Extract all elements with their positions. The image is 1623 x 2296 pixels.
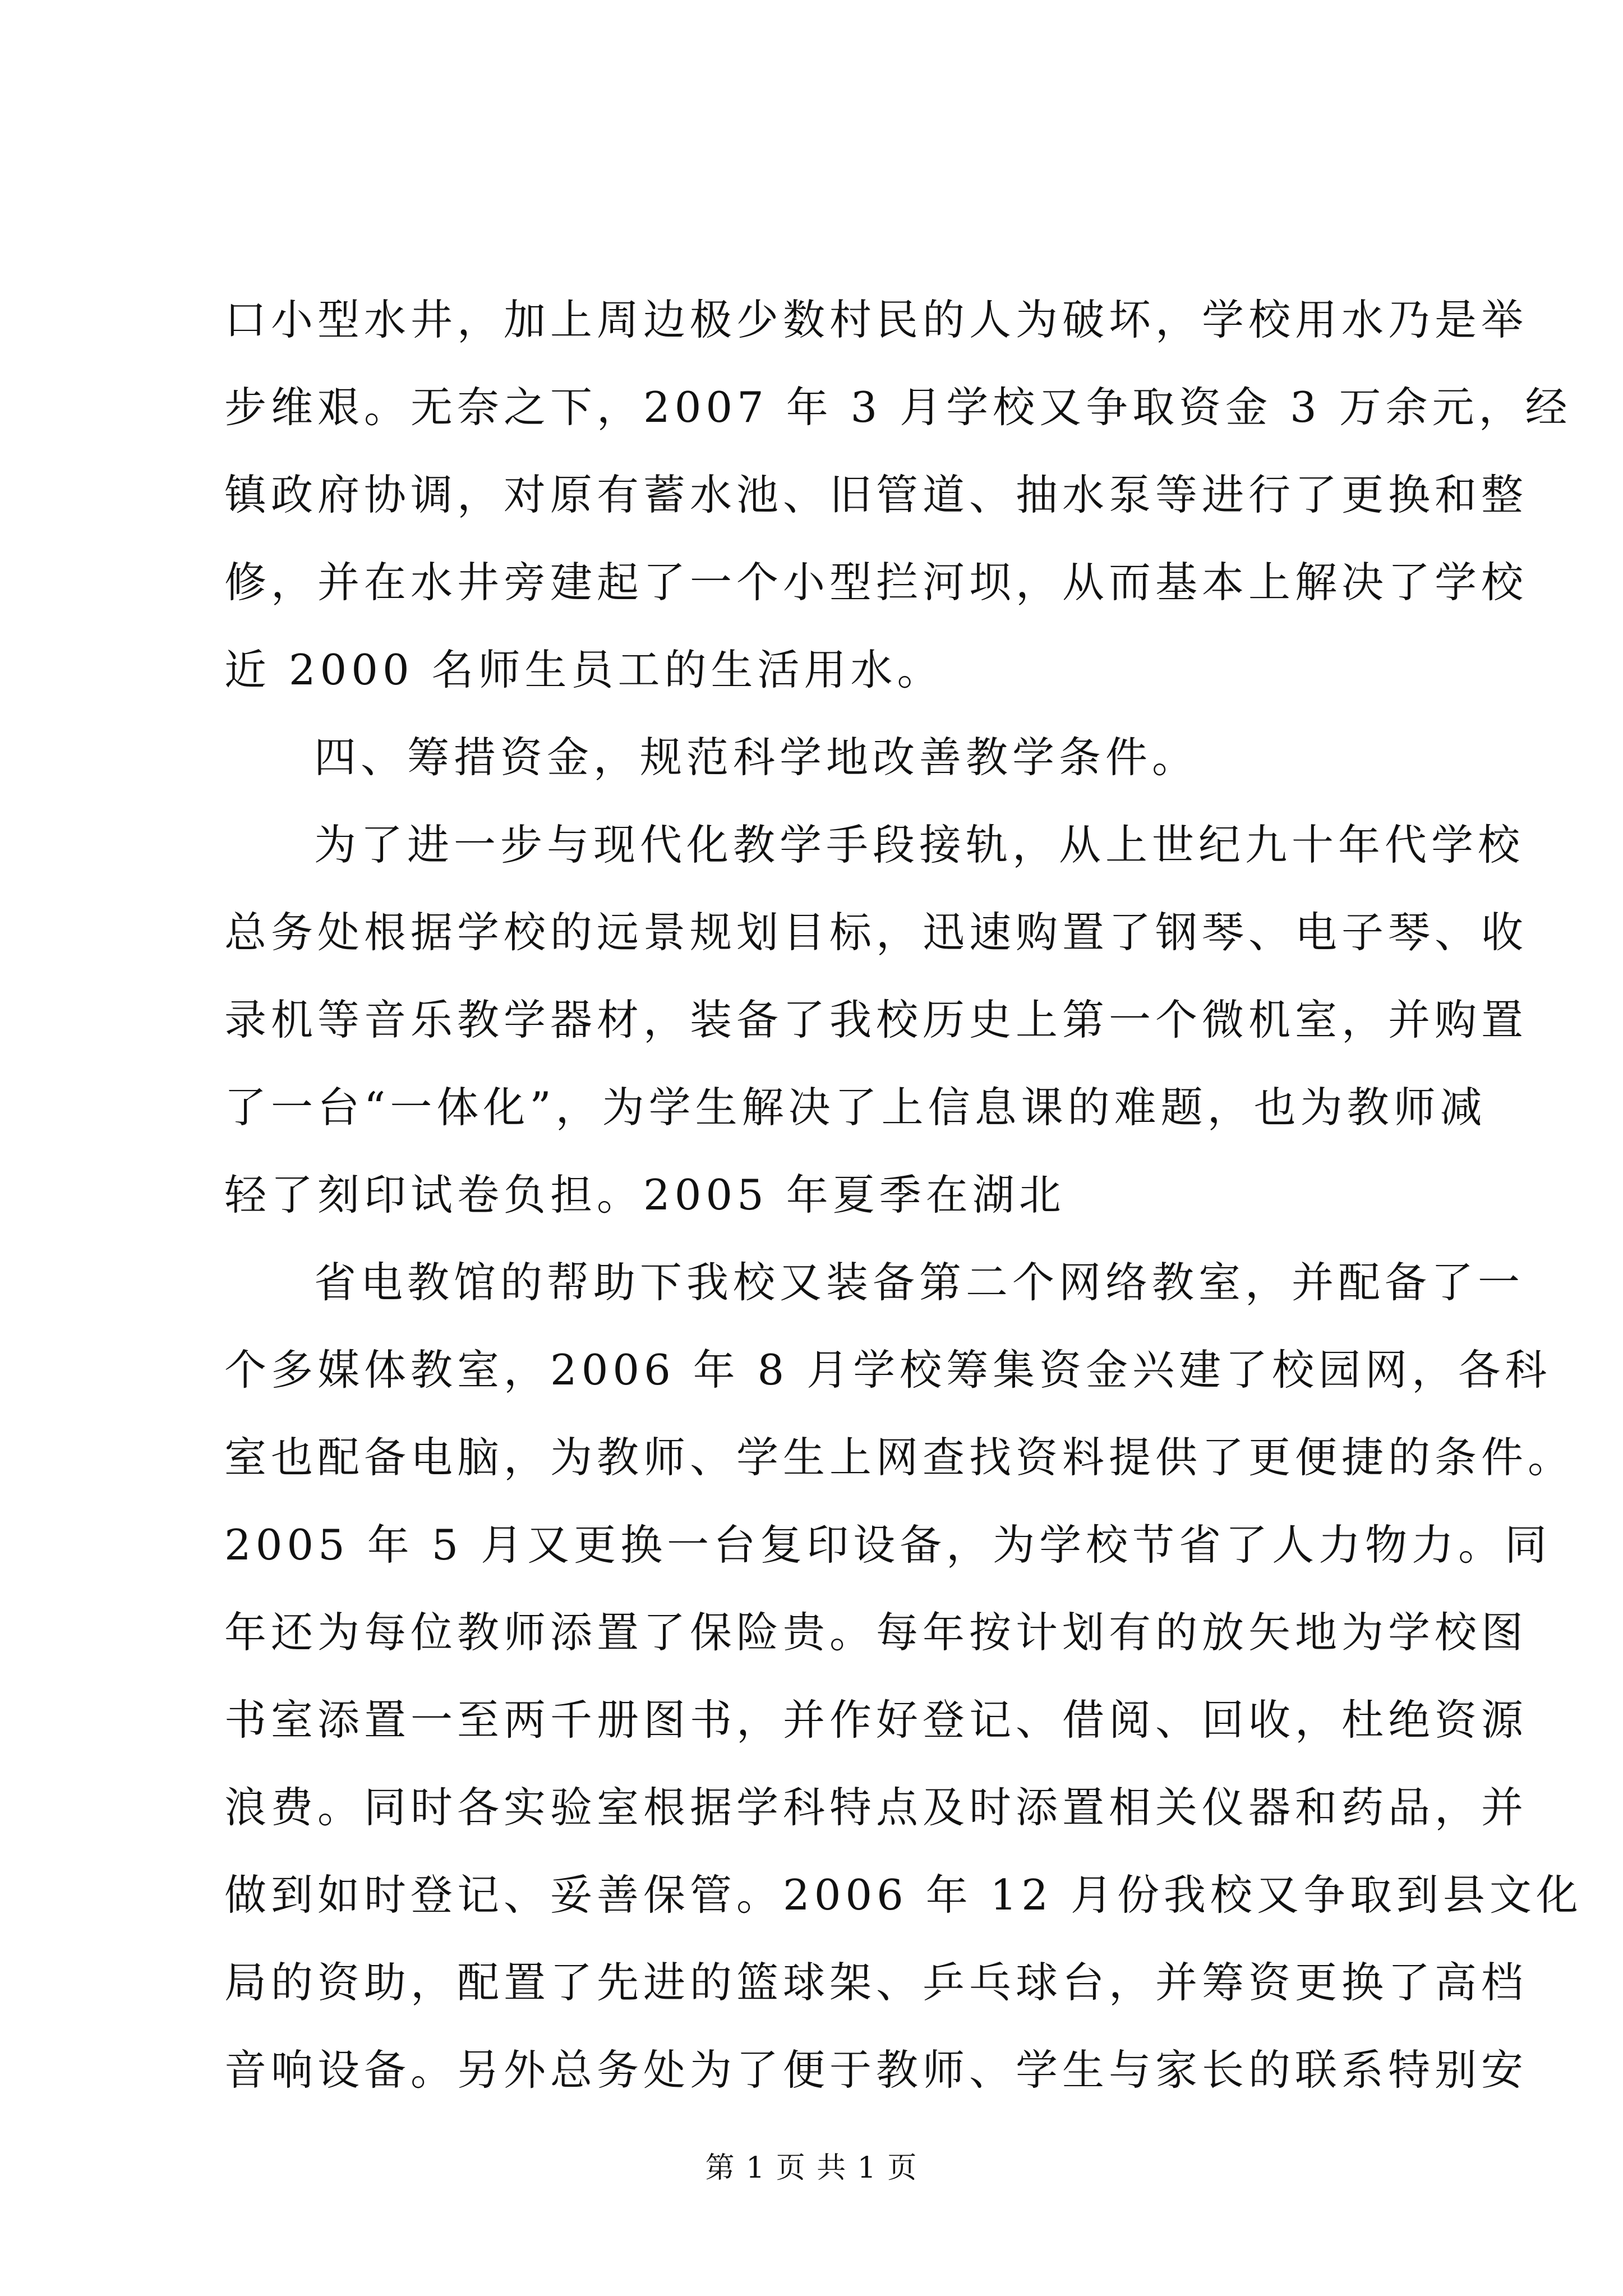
text-line: 轻了刻印试卷负担。2005 年夏季在湖北 [224,1170,1066,1220]
text-line: 镇政府协调，对原有蓄水池、旧管道、抽水泵等进行了更换和整 [224,470,1528,519]
text-line: 步维艰。无奈之下，2007 年 3 月学校又争取资金 3 万余元，经 [224,383,1572,432]
text-line: 省电教馆的帮助下我校又装备第二个网络教室，并配备了一 [314,1258,1525,1307]
text-line: 2005 年 5 月又更换一台复印设备，为学校节省了人力物力。同 [224,1520,1552,1570]
page-footer: 第 1 页 共 1 页 [705,2151,918,2185]
text-line: 修，并在水井旁建起了一个小型拦河坝，从而基本上解决了学校 [224,558,1528,607]
text-line: 近 2000 名师生员工的生活用水。 [224,645,944,694]
text-line: 书室添置一至两千册图书，并作好登记、借阅、回收，杜绝资源 [224,1695,1528,1745]
text-line: 音响设备。另外总务处为了便于教师、学生与家长的联系特别安 [224,2045,1528,2095]
text-line: 局的资助，配置了先进的篮球架、乒乓球台，并筹资更换了高档 [224,1958,1528,2007]
section-heading: 四、筹措资金，规范科学地改善教学条件。 [314,733,1199,782]
text-line: 个多媒体教室，2006 年 8 月学校筹集资金兴建了校园网，各科 [224,1345,1552,1395]
text-line: 为了进一步与现代化教学手段接轨，从上世纪九十年代学校 [314,820,1525,869]
text-line: 做到如时登记、妥善保管。2006 年 12 月份我校又争取到县文化 [224,1870,1583,1920]
text-line: 年还为每位教师添置了保险贵。每年按计划有的放矢地为学校图 [224,1608,1528,1657]
text-line: 室也配备电脑，为教师、学生上网查找资料提供了更便捷的条件。 [224,1433,1575,1482]
text-line: 口小型水井，加上周边极少数村民的人为破坏，学校用水乃是举 [224,295,1528,344]
text-line: 录机等音乐教学器材，装备了我校历史上第一个微机室，并购置 [224,995,1528,1045]
text-line: 了一台“一体化”，为学生解决了上信息课的难题，也为教师减 [224,1083,1487,1132]
text-line: 浪费。同时各实验室根据学科特点及时添置相关仪器和药品，并 [224,1783,1528,1832]
text-line: 总务处根据学校的远景规划目标，迅速购置了钢琴、电子琴、收 [224,908,1528,957]
